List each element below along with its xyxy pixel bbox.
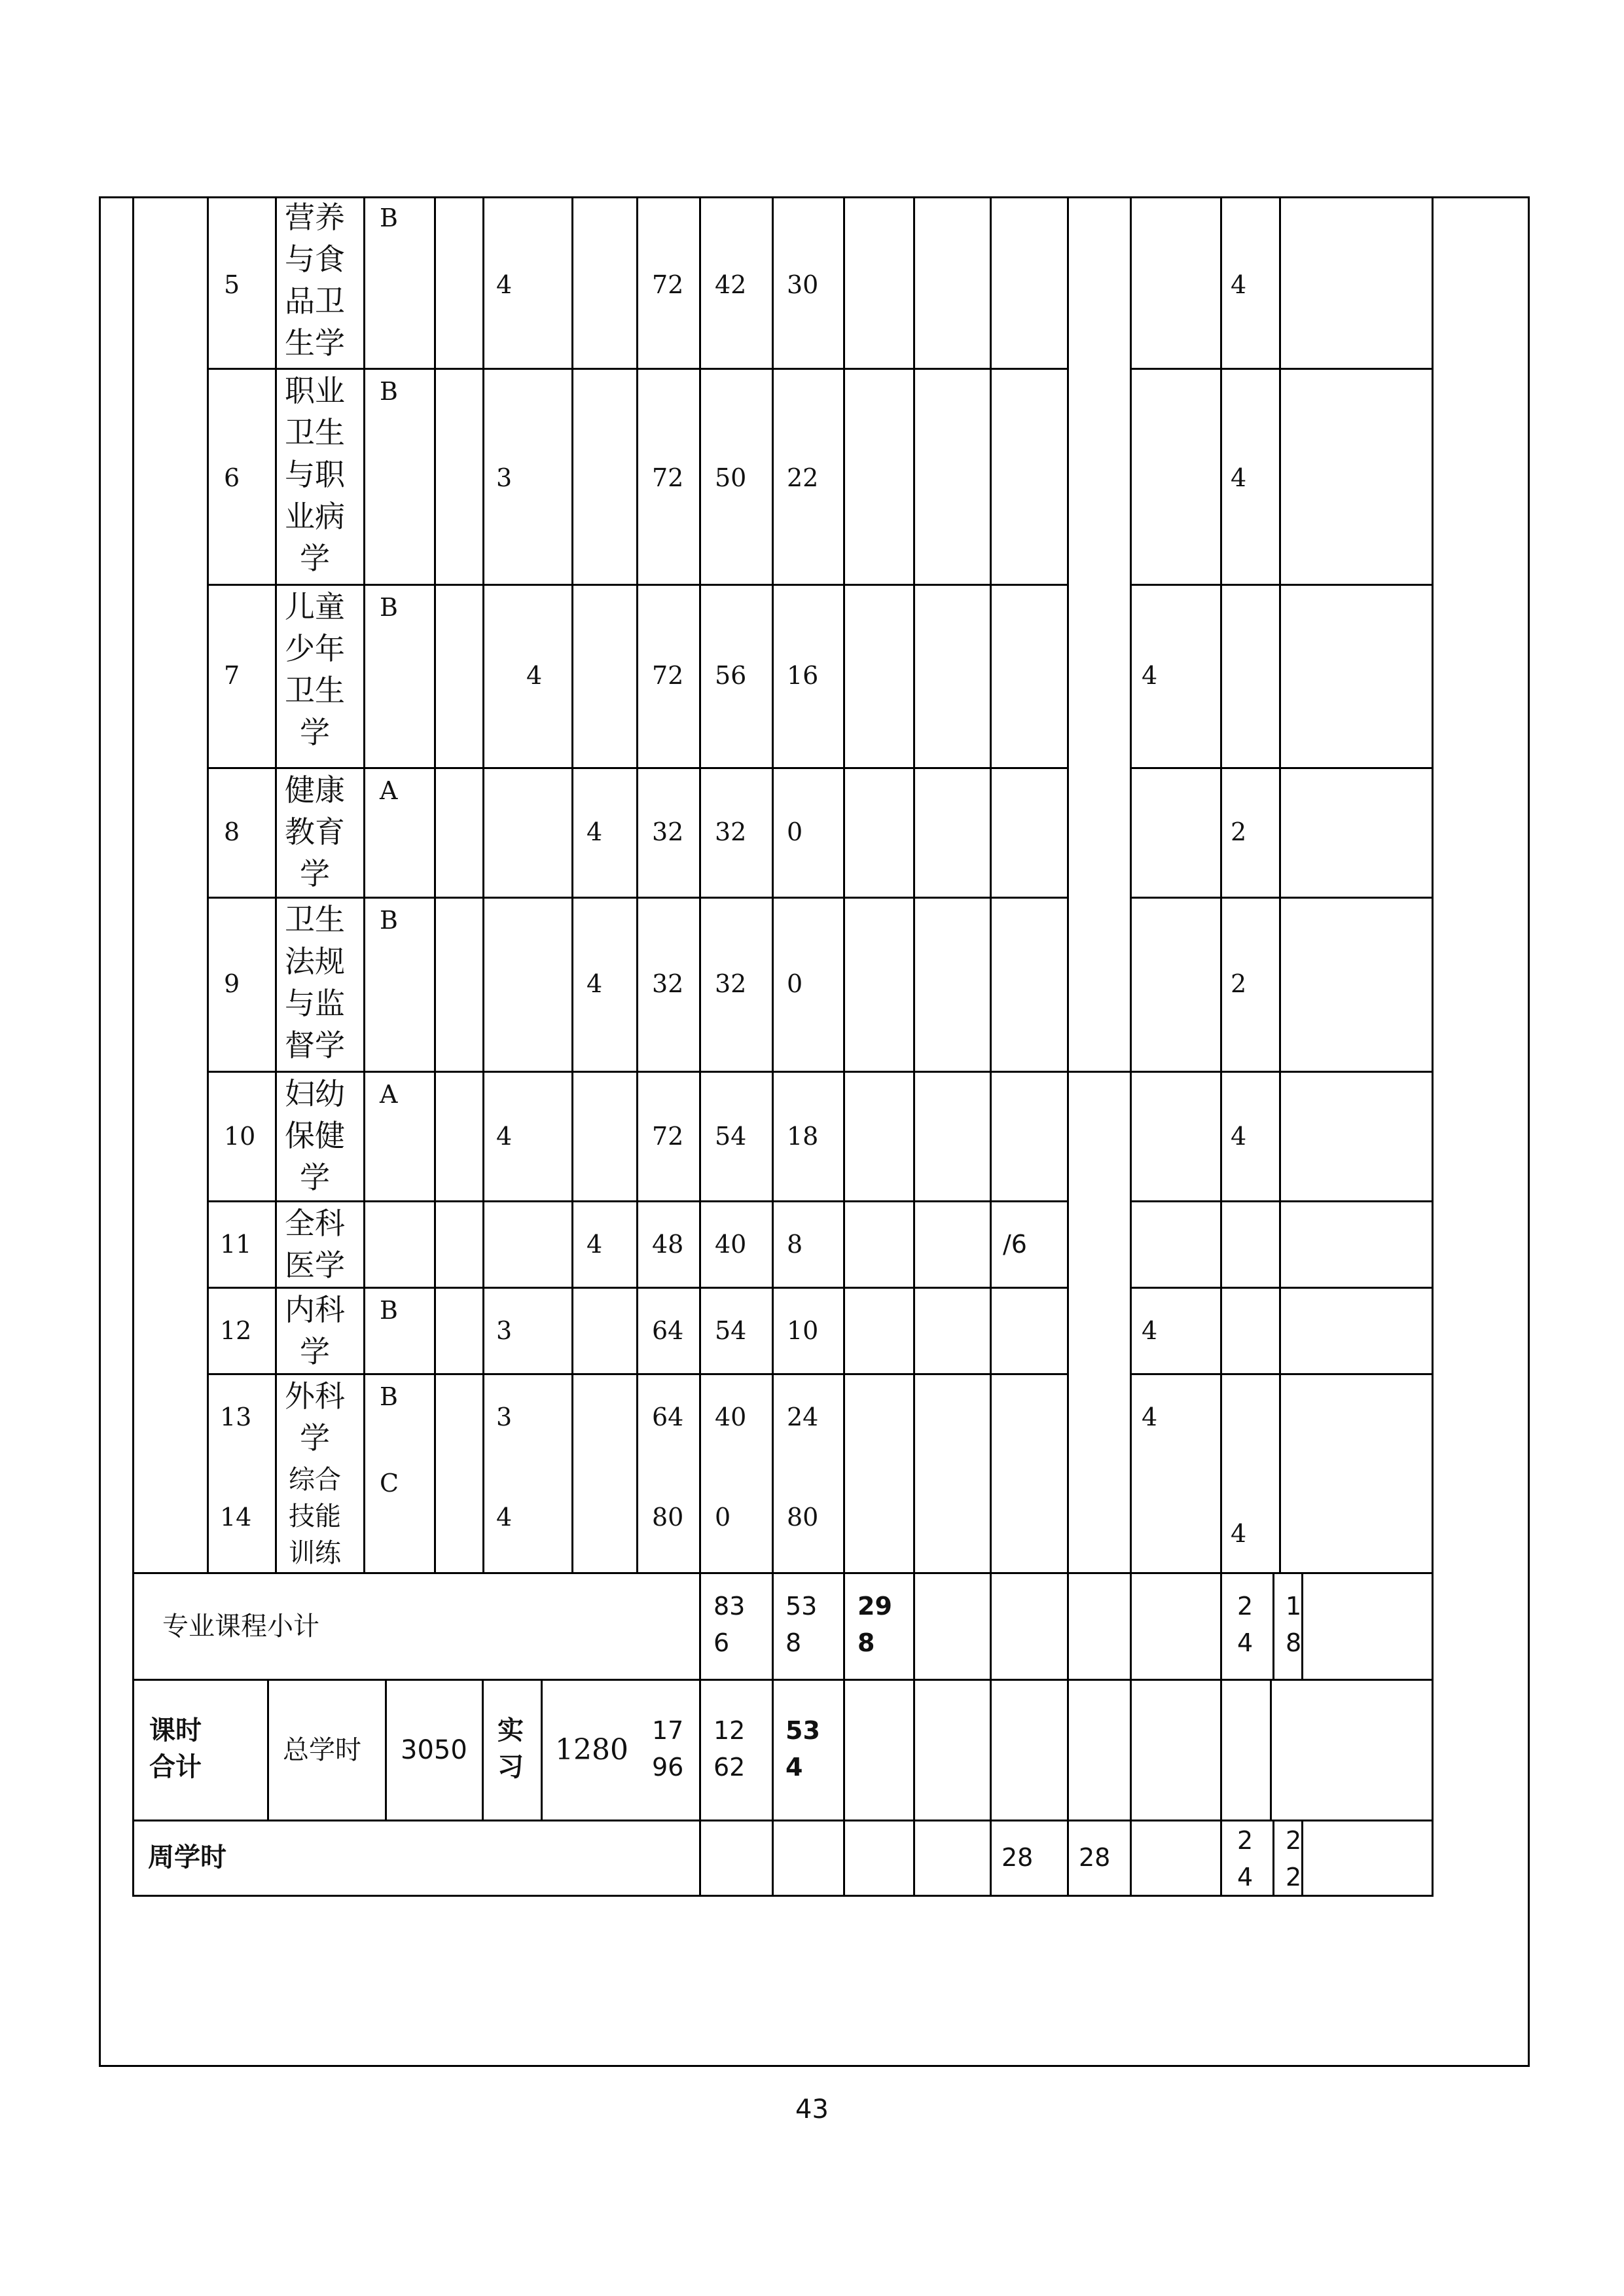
cell-theory: 40 [715, 1230, 747, 1259]
course-name: 职业卫生与职业病学 [285, 373, 345, 576]
col-divider [990, 196, 992, 1895]
cell-total: 72 [652, 463, 684, 492]
col-divider [1130, 196, 1132, 1895]
course-name: 内科学 [285, 1292, 345, 1369]
col-divider [699, 196, 701, 1895]
cell-w2: 2 [1231, 969, 1247, 998]
col-divider [843, 196, 845, 1895]
col-divider [363, 196, 365, 1572]
cell-theory: 50 [715, 463, 747, 492]
weekly-s4: 22 [1286, 1826, 1302, 1892]
course-type: B [380, 204, 398, 232]
subtotal-total: 836 [713, 1592, 746, 1657]
course-name: 儿童少年卫生学 [285, 589, 345, 750]
cell-practice: 22 [787, 463, 819, 492]
hours-total-c2: 1262 [713, 1716, 746, 1782]
weekly-label: 周学时 [148, 1842, 226, 1873]
cell-total: 72 [652, 661, 684, 690]
intern-value: 1280 [555, 1733, 628, 1767]
col-divider [482, 196, 484, 1572]
course-name: 外科学 [285, 1378, 345, 1456]
col-divider [1067, 196, 1069, 1895]
row-no: 11 [220, 1230, 252, 1259]
course-type: C [380, 1469, 399, 1498]
table-border-right [1432, 196, 1434, 1897]
row-no: 13 [220, 1403, 252, 1431]
cell-total: 64 [652, 1403, 684, 1431]
cell-c5: 4 [586, 969, 603, 998]
row-divider [1130, 584, 1434, 586]
weekly-s3: 24 [1237, 1826, 1254, 1892]
course-name: 健康教育学 [285, 772, 345, 891]
intern-label: 实习 [497, 1715, 524, 1782]
course-name: 全科医学 [285, 1206, 345, 1283]
course-type: B [380, 377, 398, 406]
cell-c4: 4 [496, 1122, 513, 1151]
cell-theory: 40 [715, 1403, 747, 1431]
course-type: B [380, 593, 398, 622]
row-divider [132, 1572, 1434, 1574]
col-divider [207, 196, 209, 1572]
col-divider [1272, 1820, 1274, 1895]
cell-theory: 0 [715, 1503, 731, 1532]
cell-theory: 32 [715, 969, 747, 998]
cell-total: 64 [652, 1316, 684, 1345]
subtotal-practice: 298 [857, 1592, 892, 1657]
cell-practice: 10 [787, 1316, 819, 1345]
row-divider [132, 1679, 1434, 1681]
col-divider [275, 196, 277, 1572]
cell-c5: 4 [586, 817, 603, 846]
cell-practice: 30 [787, 270, 819, 299]
course-name: 营养与食品卫生学 [285, 200, 345, 361]
cell-w2: 2 [1231, 817, 1247, 846]
cell-c4: 4 [496, 270, 513, 299]
cell-w1: 4 [1142, 1316, 1158, 1345]
cell-practice: 80 [787, 1503, 819, 1532]
subtotal-sem-a: 24 [1237, 1592, 1254, 1657]
course-type: A [380, 1080, 398, 1109]
col-divider [434, 196, 436, 1572]
course-type: B [380, 1296, 398, 1325]
row-divider [1130, 1373, 1434, 1375]
row-no: 6 [224, 463, 240, 492]
cell-practice: 24 [787, 1403, 819, 1431]
col-divider [1279, 196, 1281, 1572]
row-divider [1130, 1200, 1434, 1202]
cell-w1: 4 [1142, 1403, 1158, 1431]
cell-practice: 0 [787, 817, 803, 846]
cell-theory: 32 [715, 817, 747, 846]
cell-theory: 56 [715, 661, 747, 690]
cell-total: 32 [652, 969, 684, 998]
course-type: B [380, 906, 398, 935]
course-type: B [380, 1382, 398, 1411]
subtotal-theory: 538 [785, 1592, 818, 1657]
hours-total-c1: 1796 [652, 1716, 684, 1782]
cell-c4: 3 [496, 1403, 513, 1431]
col-divider [1270, 1679, 1272, 1820]
course-name: 卫生法规与监督学 [285, 902, 345, 1063]
hours-total-label: 课时合计 [149, 1715, 202, 1782]
col-divider [772, 196, 774, 1895]
cell-practice: 8 [787, 1230, 803, 1259]
col-divider [636, 196, 638, 1572]
cell-w2: 4 [1231, 1519, 1247, 1548]
col-divider [482, 1679, 484, 1820]
cell-total: 72 [652, 1122, 684, 1151]
col-divider [571, 196, 573, 1572]
cell-theory: 54 [715, 1122, 747, 1151]
row-divider [132, 1820, 1434, 1821]
row-divider [1130, 368, 1434, 370]
cell-total: 48 [652, 1230, 684, 1259]
subtotal-sem-b: 18 [1286, 1592, 1302, 1657]
col-divider [1220, 196, 1222, 1895]
row-no: 8 [224, 817, 240, 846]
row-no: 5 [224, 270, 240, 299]
row-no: 12 [220, 1316, 252, 1345]
col-divider [385, 1679, 387, 1820]
table-border-left [132, 196, 134, 1897]
page-number: 43 [795, 2094, 829, 2125]
cell-extra: /6 [1003, 1230, 1027, 1259]
cell-w1: 4 [1142, 661, 1158, 690]
cell-practice: 18 [787, 1122, 819, 1151]
subtotal-label: 专业课程小计 [162, 1611, 319, 1641]
col-divider [913, 196, 915, 1895]
cell-c5: 4 [586, 1230, 603, 1259]
cell-total: 72 [652, 270, 684, 299]
cell-theory: 42 [715, 270, 747, 299]
col-divider [267, 1679, 269, 1820]
cell-practice: 0 [787, 969, 803, 998]
cell-c4: 4 [526, 661, 543, 690]
row-no: 9 [224, 969, 240, 998]
row-no: 10 [224, 1122, 256, 1151]
cell-w2: 4 [1231, 1122, 1247, 1151]
cell-w2: 4 [1231, 463, 1247, 492]
row-divider [1130, 1287, 1434, 1289]
course-type: A [380, 776, 398, 805]
cell-total: 80 [652, 1503, 684, 1532]
cell-practice: 16 [787, 661, 819, 690]
cell-c4: 3 [496, 463, 513, 492]
col-divider [541, 1679, 543, 1820]
course-name: 妇幼保健学 [285, 1076, 345, 1195]
cell-c4: 4 [496, 1503, 513, 1532]
cell-theory: 54 [715, 1316, 747, 1345]
cell-total: 32 [652, 817, 684, 846]
course-name: 综合技能训练 [289, 1465, 341, 1568]
hours-total-c3: 534 [785, 1716, 820, 1782]
row-divider [1130, 767, 1434, 769]
weekly-s1: 28 [1001, 1843, 1034, 1872]
row-no: 14 [220, 1503, 252, 1532]
cell-w2: 4 [1231, 270, 1247, 299]
total-hours-value: 3050 [401, 1735, 467, 1765]
row-divider [1130, 897, 1434, 899]
weekly-s2: 28 [1079, 1843, 1111, 1872]
cell-c4: 3 [496, 1316, 513, 1345]
row-no: 7 [224, 661, 240, 690]
col-divider [1272, 1572, 1274, 1679]
total-hours-label: 总学时 [283, 1735, 361, 1765]
